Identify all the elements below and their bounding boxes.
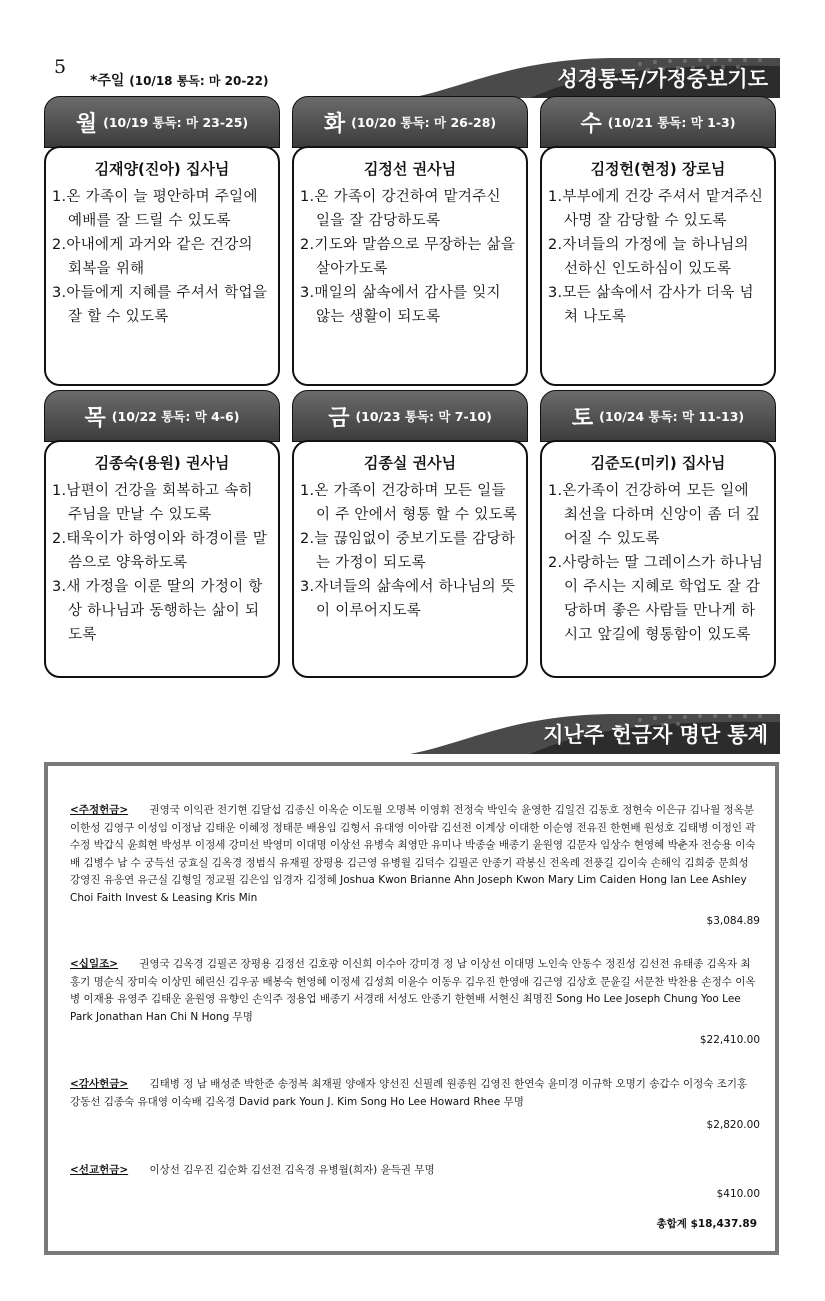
card-name: 김종실 권사님 (363, 454, 457, 472)
tab-friday (292, 390, 528, 442)
prayer-card-friday (292, 440, 528, 678)
list-item: 2.태욱이가 하영이와 하경이를 말씀으로 양육하도록 (52, 531, 268, 571)
list-item: 3.새 가정을 이룬 딸의 가정이 항상 하나님과 동행하는 삶이 되도록 (52, 579, 263, 643)
day-range: (10/19 통독: 마 23-25) (103, 115, 249, 130)
card-name: 김정헌(현정) 장로님 (590, 160, 726, 178)
card-name: 김종숙(용원) 권사님 (94, 454, 230, 472)
card-name: 김재양(진아) 집사님 (94, 160, 230, 178)
list-item: 1.남편이 건강을 회복하고 속히 주님을 만날 수 있도록 (52, 483, 253, 523)
section-label: <주정헌금> (70, 804, 129, 816)
tab-saturday (540, 390, 776, 442)
banner-title: 지난주 헌금자 명단 통계 (543, 723, 768, 747)
day-range: (10/21 통독: 막 1-3) (607, 115, 736, 130)
day-range: (10/22 통독: 막 4-6) (111, 409, 240, 424)
grand-total: 총합계 $18,437.89 (656, 1218, 757, 1230)
day-range: (10/24 통독: 막 11-13) (599, 409, 745, 424)
list-item: 1.부부에게 건강 주셔서 맡겨주신 사명 잘 감당할 수 있도록 (548, 189, 764, 229)
section-label: <선교헌금> (70, 1164, 129, 1176)
day-label: 금 (328, 405, 350, 431)
banner-title: 성경통독/가정중보기도 (557, 67, 768, 91)
list-item: 2.자녀들의 가정에 늘 하나님의 선하신 인도하심이 있도록 (548, 237, 749, 277)
prayer-card-wednesday (540, 146, 776, 386)
day-label: 수 (580, 111, 602, 137)
day-label: 토 (571, 405, 594, 431)
offering-section-weekly (70, 802, 760, 931)
offering-section-mission (70, 1162, 760, 1203)
list-item: 2.사랑하는 딸 그레이스가 하나님이 주시는 지혜로 학업도 잘 감당하며 좋은 사람들 만나게 하시고 앞길에 형통함이 있도록 (548, 555, 764, 643)
section-amount: $3,084.89 (706, 915, 760, 927)
sunday-label: *주일 (90, 73, 125, 89)
tab-thursday (44, 390, 280, 442)
card-name: 김준도(미키) 집사님 (590, 454, 726, 472)
card-name: 김정선 권사님 (363, 160, 457, 178)
page-number: 5 (54, 56, 67, 78)
banner-offering (410, 712, 780, 754)
sunday-range: (10/18 통독: 마 20-22) (129, 74, 269, 88)
prayer-card-monday (44, 146, 280, 386)
section-label: <감사헌금> (70, 1078, 129, 1090)
day-range: (10/20 통독: 마 26-28) (351, 115, 497, 130)
day-label: 화 (323, 111, 346, 137)
list-item: 2.늘 끊임없이 중보기도를 감당하는 가정이 되도록 (300, 531, 516, 571)
prayer-card-saturday (540, 440, 776, 678)
tab-monday (44, 96, 280, 148)
prayer-card-thursday (44, 440, 280, 678)
list-item: 1.온 가족이 강건하여 맡겨주신 일을 잘 감당하도록 (300, 189, 501, 229)
list-item: 1.온 가족이 늘 평안하며 주일에 예배를 잘 드릴 수 있도록 (52, 189, 258, 229)
section-amount: $2,820.00 (706, 1119, 760, 1131)
offering-list-box (44, 762, 779, 1255)
offering-section-tithe (70, 956, 760, 1050)
list-item: 2.기도와 말씀으로 무장하는 삶을 살아가도록 (300, 237, 516, 277)
list-item: 1.온가족이 건강하여 모든 일에 최선을 다하며 신앙이 좀 더 깊어질 수 있도록 (548, 483, 761, 547)
section-label: <십일조> (70, 958, 119, 970)
donor-names: 권영국 이익관 전기현 김달섭 김종신 이옥순 이도월 오명복 이영휘 전정숙 박인숙 윤영한 김일건 김동호 정현숙 이은규 김나월 정옥분 이한성 김영구 이성임 이정남 김태운 이혜정 정태문 배용임 김형서 유대영 이아람 김선전 이계상 이대한 이순영 전유진 한현배 원성호 김태병 이정인 곽수정 박갑식 윤희현 박성부 이정세 강미선 박영미 이대명 이상선 유병숙 최영만 유미나 박종술 배종기 윤원영 김문자 임상수 현영혜 박춘자 전승용 이숙배 김병수 남 수 궁득선 궁효실 김옥경 정범식 유재필 장평용 김근영 유병월 김덕수 김필곤 안종기 곽봉신 전옥례 전풍길 김이숙 손해익 김희중 문희성 강영진 유응연 유근실 김형일 정교필 김은임 임경자 김정혜 Joshua Kwon Brianne Ahn Joseph Kwon Mary Lim Caiden Hong Ian Lee Ashley Choi Faith Invest & Leasing Kris Min (70, 804, 756, 904)
day-label: 목 (84, 405, 106, 431)
section-amount: $22,410.00 (699, 1034, 760, 1046)
list-item: 2.아내에게 과거와 같은 건강의 회복을 위해 (52, 237, 253, 277)
list-item: 3.아들에게 지혜를 주셔서 학업을 잘 할 수 있도록 (52, 285, 268, 325)
list-item: 3.매일의 삶속에서 감사를 잊지 않는 생활이 되도록 (300, 285, 501, 325)
donor-names: 권영국 김옥경 김필곤 장평용 김정선 김호광 이신희 이수아 강미경 정 남 이상선 이대명 노인숙 안동수 정진성 김선전 유태종 김옥자 최홍기 명순식 장미숙 이상민 혜린신 김우공 배봉숙 현영혜 이정세 김성희 이윤수 이동우 김우진 한영애 김근영 김상호 문윤길 서문찬 박찬용 손정수 이옥병 이재용 유영주 김태운 윤원영 유향인 손익주 정용업 배종기 서경래 서성도 안종기 한현배 서현신 최명진 Song Ho Lee Joseph Chung Yoo Lee Park Jonathan Han Chi N Hong 무명 (70, 958, 756, 1023)
list-item: 1.온 가족이 건강하며 모든 일들이 주 안에서 형통 할 수 있도록 (300, 483, 518, 523)
sunday-reading (90, 70, 269, 90)
list-item: 3.자녀들의 삶속에서 하나님의 뜻이 이루어지도록 (300, 579, 516, 619)
list-item: 3.모든 삶속에서 감사가 더욱 넘쳐 나도록 (548, 285, 754, 325)
banner-prayer (410, 56, 780, 98)
day-label: 월 (75, 111, 98, 137)
donor-names: 김태병 정 남 배성준 박한준 송정복 최재필 양애자 양선진 신필례 원종원 김영진 한연숙 윤미경 이규학 오명기 송갑수 이정숙 조기홍 강동선 김종숙 유대영 이숙배 김옥경 David park Youn J. Kim Song Ho Lee Howard Rhee 무명 (70, 1078, 748, 1108)
section-amount: $410.00 (716, 1187, 760, 1200)
donor-names: 이상선 김우진 김순화 김선전 김옥경 유병월(희자) 윤득권 무명 (149, 1164, 435, 1176)
prayer-card-tuesday (292, 146, 528, 386)
offering-section-thanks (70, 1076, 760, 1135)
tab-tuesday (292, 96, 528, 148)
day-range: (10/23 통독: 막 7-10) (355, 409, 492, 424)
tab-wednesday (540, 96, 776, 148)
